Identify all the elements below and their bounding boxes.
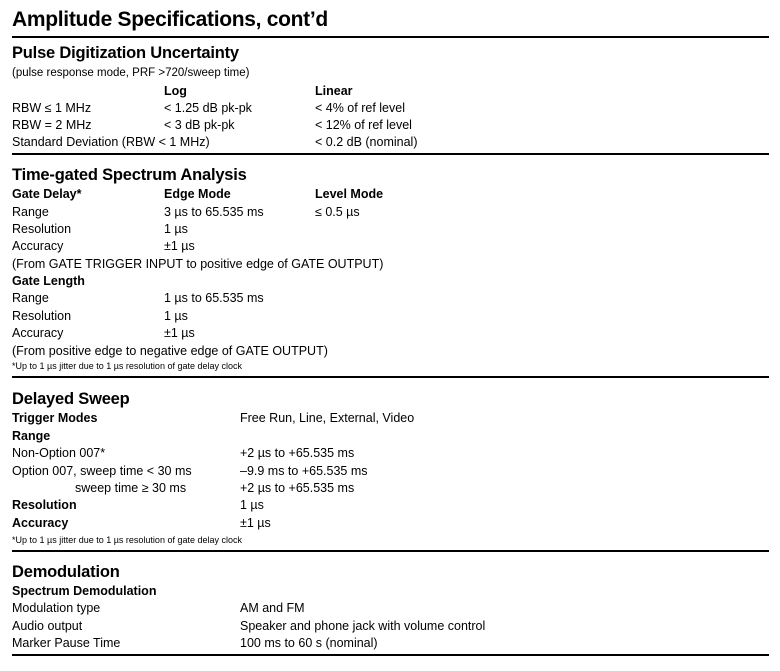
gated-col-level: Level Mode (315, 187, 384, 201)
gate-length-row-label: Accuracy (12, 326, 64, 340)
gate-delay-row-edge: 1 µs (164, 222, 188, 236)
section-heading-demod: Demodulation (12, 563, 120, 581)
demod-row-value: 100 ms to 60 s (nominal) (240, 636, 378, 650)
range-row-label: Option 007, sweep time < 30 ms (12, 464, 192, 478)
gate-length-row-value: 1 µs (164, 309, 188, 323)
demod-row-label: Marker Pause Time (12, 636, 121, 650)
gate-length-row-label: Resolution (12, 309, 72, 323)
range-row-value: +2 µs to +65.535 ms (240, 481, 355, 495)
gate-delay-row-label: Accuracy (12, 239, 64, 253)
gated-col-edge: Edge Mode (164, 187, 231, 201)
gate-delay-label: Gate Delay* (12, 187, 82, 201)
demod-row-label: Modulation type (12, 601, 101, 615)
pulse-row-label: RBW = 2 MHz (12, 118, 92, 132)
page-title: Amplitude Specifications, cont’d (12, 8, 328, 31)
range-row-label: sweep time ≥ 30 ms (75, 481, 187, 495)
pulse-row-linear: < 12% of ref level (315, 118, 412, 132)
gate-delay-row-edge: 3 µs to 65.535 ms (164, 205, 264, 219)
section-divider (12, 550, 769, 552)
gate-length-label: Gate Length (12, 274, 85, 288)
gate-length-row-value: ±1 µs (164, 326, 195, 340)
spectrum-demod-label: Spectrum Demodulation (12, 584, 157, 598)
title-divider (12, 36, 769, 38)
section-heading-delayed: Delayed Sweep (12, 390, 130, 408)
demod-row-value: Speaker and phone jack with volume control (240, 619, 486, 633)
accuracy-value: ±1 µs (240, 516, 271, 530)
resolution-label: Resolution (12, 498, 77, 512)
resolution-value: 1 µs (240, 498, 264, 512)
section-divider (12, 153, 769, 155)
trigger-modes-value: Free Run, Line, External, Video (240, 411, 415, 425)
gate-length-row-label: Range (12, 291, 49, 305)
gate-delay-row-edge: ±1 µs (164, 239, 195, 253)
pulse-row-log: < 3 dB pk-pk (164, 118, 235, 132)
demod-row-label: Audio output (12, 619, 83, 633)
gate-delay-note: (From GATE TRIGGER INPUT to positive edge of GATE OUTPUT) (12, 257, 384, 271)
range-row-value: –9.9 ms to +65.535 ms (240, 464, 368, 478)
gate-length-note: (From positive edge to negative edge of GATE OUTPUT) (12, 344, 328, 358)
range-row-value: +2 µs to +65.535 ms (240, 446, 355, 460)
pulse-row-label: RBW ≤ 1 MHz (12, 101, 92, 115)
pulse-subtitle: (pulse response mode, PRF >720/sweep time) (12, 67, 250, 79)
section-heading-gated: Time-gated Spectrum Analysis (12, 166, 247, 184)
gate-length-row-value: 1 µs to 65.535 ms (164, 291, 264, 305)
delayed-footnote: *Up to 1 µs jitter due to 1 µs resolution of gate delay clock (12, 535, 242, 545)
gate-delay-row-level: ≤ 0.5 µs (315, 205, 360, 219)
pulse-col-linear: Linear (315, 84, 353, 98)
range-row-label: Non-Option 007* (12, 446, 106, 460)
gate-delay-row-label: Range (12, 205, 49, 219)
pulse-row-linear: < 0.2 dB (nominal) (315, 135, 418, 149)
demod-row-value: AM and FM (240, 601, 305, 615)
section-divider (12, 376, 769, 378)
trigger-modes-label: Trigger Modes (12, 411, 98, 425)
section-heading-pulse: Pulse Digitization Uncertainty (12, 44, 239, 62)
accuracy-label: Accuracy (12, 516, 69, 530)
pulse-row-log: < 1.25 dB pk-pk (164, 101, 252, 115)
pulse-col-log: Log (164, 84, 187, 98)
range-label: Range (12, 429, 51, 443)
pulse-row-linear: < 4% of ref level (315, 101, 405, 115)
gated-footnote: *Up to 1 µs jitter due to 1 µs resolution of gate delay clock (12, 361, 242, 371)
section-divider (12, 654, 769, 656)
gate-delay-row-label: Resolution (12, 222, 72, 236)
pulse-row-label: Standard Deviation (RBW < 1 MHz) (12, 135, 210, 149)
